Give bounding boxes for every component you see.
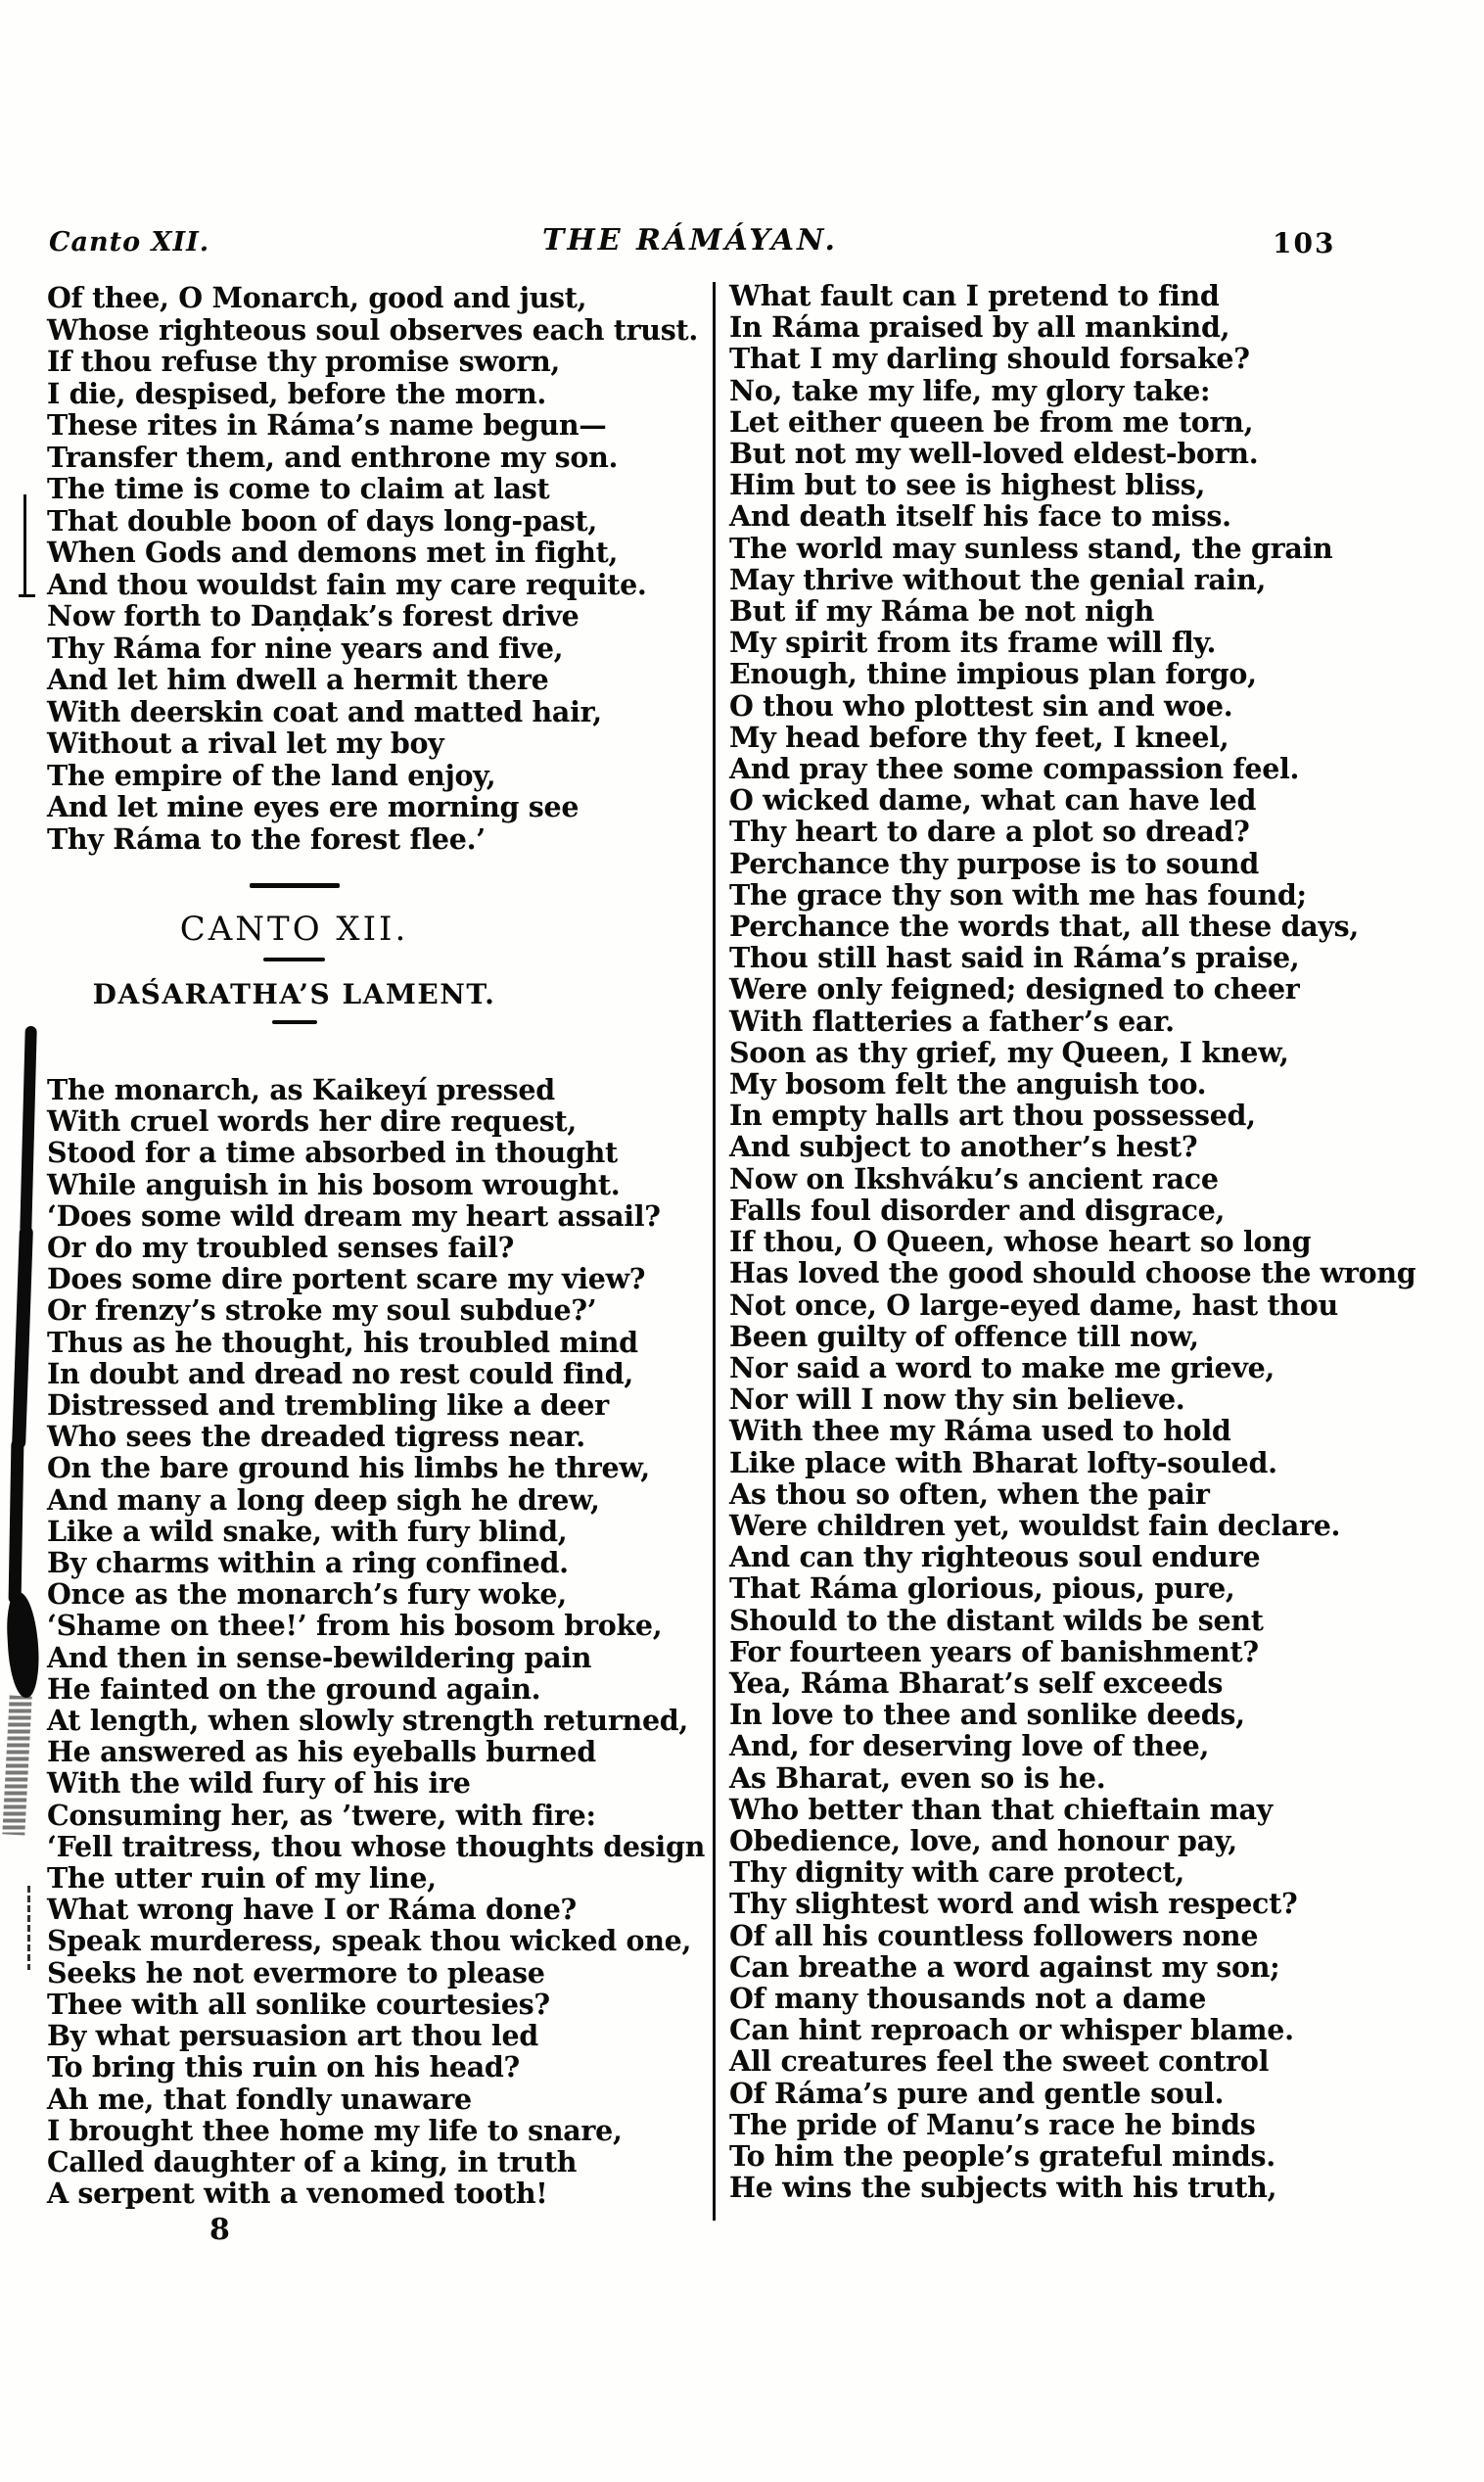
poem-line: ‘Fell traitress, thou whose thoughts design <box>47 1829 706 1863</box>
scan-dashed-line-artifact <box>27 1886 30 1970</box>
poem-line: And pray thee some compassion feel. <box>729 752 1300 786</box>
poem-line: A serpent with a venomed tooth! <box>47 2177 548 2211</box>
poem-line: For fourteen years of banishment? <box>729 1634 1259 1668</box>
section-underline-rule <box>272 1020 317 1024</box>
ink-blob-artifact <box>5 1591 41 1698</box>
poem-line: In empty halls art thou possessed, <box>729 1099 1256 1133</box>
poem-line: And let him dwell a hermit there <box>47 663 549 696</box>
poem-line: The time is come to claim at last <box>47 472 550 505</box>
poem-line: And many a long deep sigh he drew, <box>47 1482 600 1517</box>
poem-line: That double boon of days long-past, <box>47 503 597 538</box>
poem-line: Nor will I now thy sin believe. <box>729 1382 1185 1417</box>
poem-line: Thy heart to dare a plot so dread? <box>729 815 1250 849</box>
poem-line: With flatteries a father’s ear. <box>729 1004 1175 1038</box>
poem-line: Thy Ráma to the forest flee.’ <box>47 821 486 856</box>
poem-line: Distressed and trembling like a deer <box>47 1388 609 1423</box>
poem-line: He answered as his eyeballs burned <box>47 1735 596 1769</box>
poem-line: My bosom felt the anguish too. <box>729 1067 1207 1101</box>
poem-line: Now forth to Daṇḍak’s forest drive <box>47 599 580 632</box>
poem-line: And thou wouldst fain my care requite. <box>47 567 647 601</box>
ink-speckle-artifact <box>2 1695 31 1835</box>
poem-line: But not my well-loved eldest-born. <box>729 437 1259 471</box>
poem-line: Him but to see is highest bliss, <box>729 468 1206 502</box>
column-divider-rule <box>713 282 716 2221</box>
poem-line: Seeks he not evermore to please <box>47 1955 545 1990</box>
poem-line: My spirit from its frame will fly. <box>729 626 1217 660</box>
poem-line: Whose righteous soul observes each trust. <box>47 312 698 347</box>
poem-line: With deerskin coat and matted hair, <box>47 694 602 728</box>
poem-line: O thou who plottest sin and woe. <box>729 688 1233 723</box>
poem-line: Were children yet, wouldst fain declare. <box>729 1508 1341 1542</box>
poem-line: Thy Ráma for nine years and five, <box>47 631 564 665</box>
poem-line: As thou so often, when the pair <box>729 1476 1210 1511</box>
poem-line: And then in sense-bewildering pain <box>47 1640 592 1674</box>
header-book-title: THE RÁMÁYAN. <box>542 223 838 258</box>
poem-line: In love to thee and sonlike deeds, <box>729 1698 1245 1732</box>
poem-line: I die, despised, before the morn. <box>47 376 547 410</box>
poem-line: Been guilty of offence till now, <box>729 1319 1199 1353</box>
poem-line: Not once, O large-eyed dame, hast thou <box>729 1288 1338 1322</box>
poem-line: He wins the subjects with his truth, <box>729 2171 1277 2205</box>
poem-line: The pride of Manu’s race he binds <box>729 2107 1256 2141</box>
poem-line: The utter ruin of my line, <box>47 1861 437 1896</box>
poem-line: The world may sunless stand, the grain <box>729 531 1333 565</box>
signature-mark: 8 <box>209 2213 230 2247</box>
poem-line: Transfer them, and enthrone my son. <box>47 440 619 474</box>
poem-line: As Bharat, even so is he. <box>729 1760 1106 1795</box>
poem-line: Of Ráma’s pure and gentle soul. <box>729 2076 1225 2110</box>
poem-line: In Ráma praised by all mankind, <box>729 310 1230 345</box>
poem-line: Let either queen be from me torn, <box>729 404 1254 439</box>
poem-line: Without a rival let my boy <box>47 726 444 760</box>
poem-line: Obedience, love, and honour pay, <box>729 1823 1237 1857</box>
poem-line: What wrong have I or Ráma done? <box>47 1893 577 1927</box>
poem-line: With thee my Ráma used to hold <box>729 1414 1231 1448</box>
ink-smear-artifact <box>20 1026 37 1234</box>
poem-line: All creatures feel the sweet control <box>729 2044 1270 2079</box>
poem-line: ‘Shame on thee!’ from his bosom broke, <box>47 1609 663 1643</box>
poem-line: Or frenzy’s stroke my soul subdue?’ <box>47 1293 597 1328</box>
left-column-lament-stanza <box>47 1074 705 2209</box>
poem-line: Stood for a time absorbed in thought <box>47 1136 618 1170</box>
poem-line: That I my darling should forsake? <box>729 342 1250 376</box>
poem-line: At length, when slowly strength returned, <box>47 1704 689 1738</box>
poem-line: With the wild fury of his ire <box>47 1766 471 1801</box>
poem-line: Thee with all sonlike courtesies? <box>47 1987 550 2021</box>
poem-line: While anguish in his bosom wrought. <box>47 1167 621 1201</box>
poem-line: Thy dignity with care protect, <box>729 1855 1185 1890</box>
poem-line: And let mine eyes ere morning see <box>47 790 580 823</box>
poem-line: Has loved the good should choose the wrong <box>729 1256 1416 1290</box>
right-column-stanza <box>729 280 1415 2203</box>
poem-line: These rites in Ráma’s name begun— <box>47 408 607 442</box>
canto-heading-group <box>47 877 541 1024</box>
section-divider-rule <box>250 883 340 888</box>
poem-line: Like place with Bharat lofty-souled. <box>729 1445 1277 1479</box>
poem-line: To bring this ruin on his head? <box>47 2050 520 2084</box>
poem-line: In doubt and dread no rest could find, <box>47 1356 634 1390</box>
poem-line: Nor said a word to make me grieve, <box>729 1350 1275 1384</box>
poem-line: The empire of the land enjoy, <box>47 758 496 792</box>
poem-line: Can hint reproach or whisper blame. <box>729 2013 1294 2047</box>
scan-line-artifact <box>23 494 26 596</box>
poem-line: Were only feigned; designed to cheer <box>729 972 1300 1007</box>
poem-line: Now on Ikshváku’s ancient race <box>729 1161 1219 1195</box>
poem-line: When Gods and demons met in fight, <box>47 536 619 569</box>
canto-heading: CANTO XII. <box>179 910 409 949</box>
poem-line: Like a wild snake, with fury blind, <box>47 1514 568 1548</box>
poem-line: Enough, thine impious plan forgo, <box>729 657 1257 691</box>
poem-line: Who better than that chieftain may <box>729 1792 1273 1826</box>
poem-line: Can breathe a word against my son; <box>729 1949 1280 1984</box>
poem-line: I brought thee home my life to snare, <box>47 2113 623 2147</box>
poem-line: Soon as thy grief, my Queen, I knew, <box>729 1035 1289 1069</box>
poem-line: Speak murderess, speak thou wicked one, <box>47 1924 692 1958</box>
poem-line: Called daughter of a king, in truth <box>47 2144 578 2178</box>
poem-line: Perchance thy purpose is to sound <box>729 846 1259 880</box>
poem-line: If thou, O Queen, whose heart so long <box>729 1225 1312 1259</box>
poem-line: Of thee, O Monarch, good and just, <box>47 281 587 314</box>
left-column-opening-stanza <box>47 282 698 855</box>
poem-line: May thrive without the genial rain, <box>729 562 1267 596</box>
poem-line: And, for deserving love of thee, <box>729 1729 1210 1763</box>
poem-line: Does some dire portent scare my view? <box>47 1262 646 1296</box>
poem-line: And subject to another’s hest? <box>729 1130 1198 1164</box>
poem-line: That Ráma glorious, pious, pure, <box>729 1571 1235 1606</box>
poem-line: Consuming her, as ’twere, with fire: <box>47 1798 596 1832</box>
ink-smear-artifact <box>9 1439 24 1604</box>
poem-line: ‘Does some wild dream my heart assail? <box>47 1198 661 1233</box>
scan-line-artifact <box>19 594 35 597</box>
poem-line: Thus as he thought, his troubled mind <box>47 1325 638 1359</box>
poem-line: Should to the distant wilds be sent <box>729 1603 1264 1637</box>
poem-line: By charms within a ring confined. <box>47 1546 569 1580</box>
poem-line: Thou still hast said in Ráma’s praise, <box>729 941 1300 975</box>
header-page-number: 103 <box>1273 227 1336 259</box>
canto-underline-rule <box>263 958 325 961</box>
poem-line: O wicked dame, what can have led <box>729 783 1257 818</box>
poem-line: Of all his countless followers none <box>729 1918 1259 1952</box>
poem-line: Thy slightest word and wish respect? <box>729 1887 1298 1921</box>
poem-line: On the bare ground his limbs he threw, <box>47 1451 650 1485</box>
poem-line: And death itself his face to miss. <box>729 499 1231 534</box>
poem-line: No, take my life, my glory take: <box>729 373 1211 407</box>
poem-line: Once as the monarch’s fury woke, <box>47 1577 567 1612</box>
poem-line: Of many thousands not a dame <box>729 1981 1207 2015</box>
poem-line: Perchance the words that, all these days, <box>729 910 1360 944</box>
poem-line: My head before thy feet, I kneel, <box>729 720 1229 754</box>
poem-line: Ah me, that fondly unaware <box>47 2082 472 2116</box>
poem-line: But if my Ráma be not nigh <box>729 594 1155 629</box>
poem-line: If thou refuse thy promise sworn, <box>47 345 561 378</box>
section-heading: DAŚARATHA’S LAMENT. <box>92 978 496 1010</box>
poem-line: Yea, Ráma Bharat’s self exceeds <box>729 1665 1224 1700</box>
poem-line: To him the people’s grateful minds. <box>729 2138 1275 2173</box>
poem-line: The monarch, as Kaikeyí pressed <box>47 1073 555 1106</box>
poem-line: Falls foul disorder and disgrace, <box>729 1193 1226 1227</box>
header-canto-label: Canto XII. <box>49 227 210 258</box>
poem-line: With cruel words her dire request, <box>47 1104 578 1139</box>
poem-line: By what persuasion art thou led <box>47 2019 538 2053</box>
poem-line: And can thy righteous soul endure <box>729 1540 1261 1574</box>
poem-line: Who sees the dreaded tigress near. <box>47 1420 585 1454</box>
ink-smear-artifact <box>12 1226 33 1449</box>
poem-line: What fault can I pretend to find <box>729 279 1220 312</box>
poem-line: Or do my troubled senses fail? <box>47 1231 515 1265</box>
poem-line: He fainted on the ground again. <box>47 1671 541 1706</box>
poem-line: The grace thy son with me has found; <box>729 877 1307 912</box>
